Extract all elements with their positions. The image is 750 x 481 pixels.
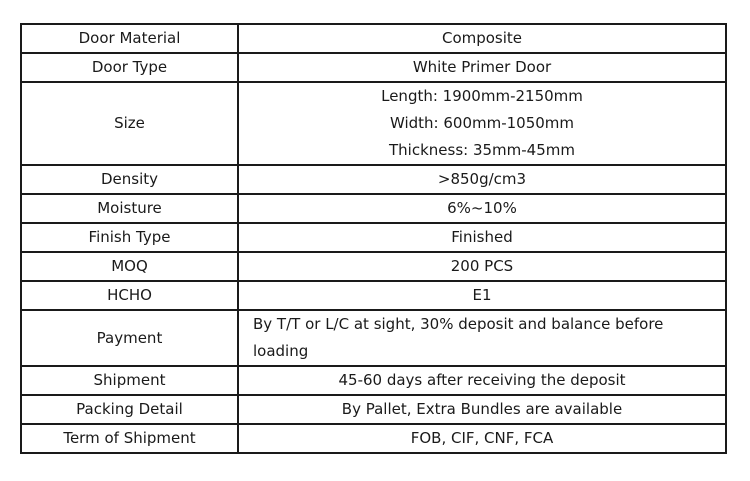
row-label: Door Type	[91, 58, 168, 76]
row-value: E1	[472, 286, 492, 304]
value-line: Length: 1900mm-2150mm	[381, 87, 583, 105]
table-row-size	[22, 83, 725, 166]
row-label: HCHO	[107, 286, 152, 304]
table-row-hcho	[22, 282, 725, 311]
row-value: 200 PCS	[450, 257, 514, 275]
row-value: By T/T or L/C at sight, 30% deposit and balance before loading	[253, 315, 664, 360]
table-row-payment	[22, 311, 725, 367]
product-spec-table	[20, 23, 727, 454]
row-label: Shipment	[93, 371, 166, 389]
row-value: Finished	[451, 228, 513, 246]
table-row-moq	[22, 253, 725, 282]
row-value: 45-60 days after receiving the deposit	[338, 371, 626, 389]
row-value: By Pallet, Extra Bundles are available	[341, 400, 623, 418]
table-row-packing-detail	[22, 396, 725, 425]
row-label: Packing Detail	[76, 400, 183, 418]
row-label: Door Material	[78, 29, 181, 47]
table-row-term-of-shipment	[22, 425, 725, 452]
row-label: Term of Shipment	[63, 429, 196, 447]
row-label: Density	[100, 170, 159, 188]
table-row-shipment	[22, 367, 725, 396]
value-line: Thickness: 35mm-45mm	[389, 141, 575, 159]
row-label: Finish Type	[88, 228, 171, 246]
table-row-door-material	[22, 25, 725, 54]
table-row-finish-type	[22, 224, 725, 253]
row-value: White Primer Door	[412, 58, 552, 76]
value-line: Width: 600mm-1050mm	[389, 114, 575, 132]
row-label: Moisture	[97, 199, 162, 217]
table-row-density	[22, 166, 725, 195]
row-value: FOB, CIF, CNF, FCA	[410, 429, 554, 447]
row-value: 6%~10%	[447, 199, 517, 217]
table-row-moisture	[22, 195, 725, 224]
row-label: Size	[114, 114, 145, 132]
row-label: MOQ	[111, 257, 148, 275]
row-label: Payment	[96, 328, 163, 347]
row-value: >850g/cm3	[437, 170, 527, 188]
row-value: Composite	[441, 29, 523, 47]
table-row-door-type	[22, 54, 725, 83]
